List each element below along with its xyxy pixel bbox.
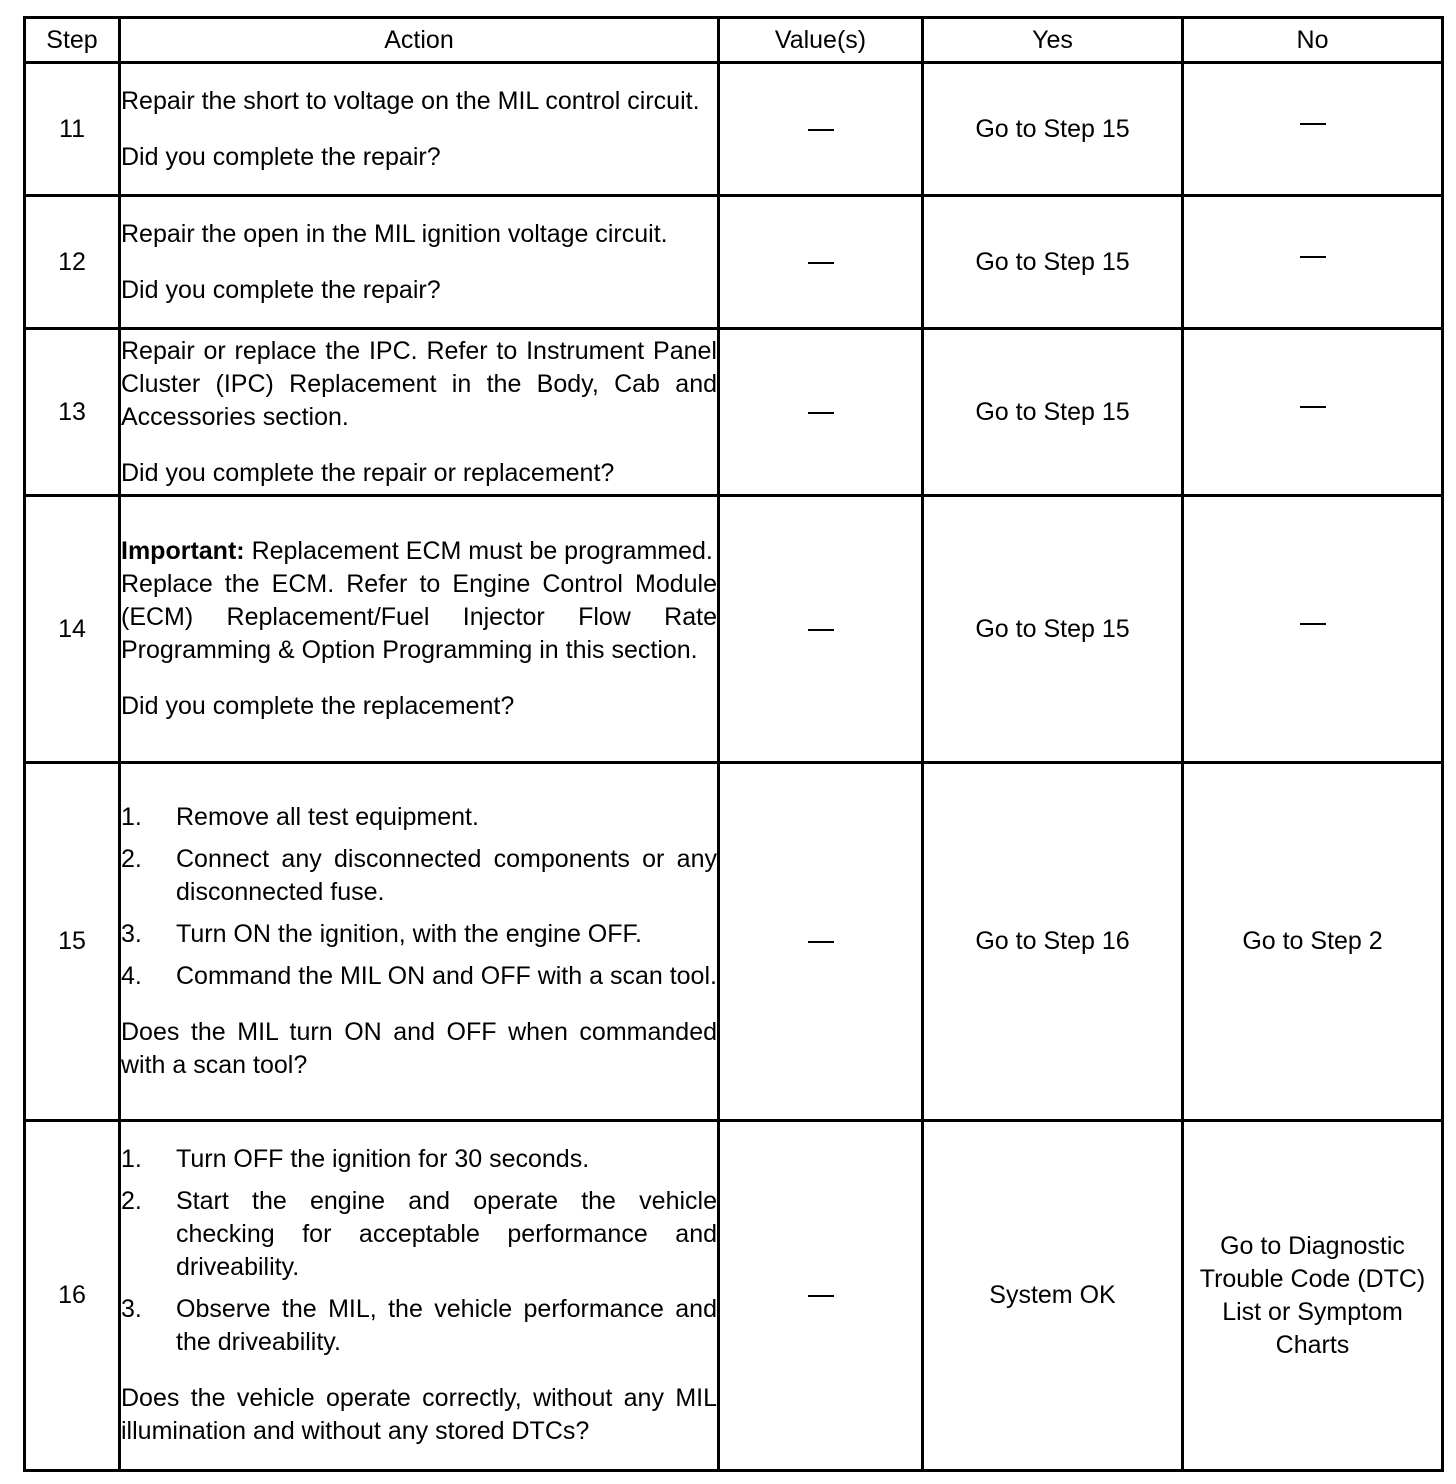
important-label: Important: [121,537,245,565]
action-question: Did you complete the repair or replacement? [121,458,615,487]
action-text: Repair the short to voltage on the MIL control circuit. [121,86,700,115]
action-text: Repair or replace the IPC. Refer to Instrument Panel Cluster (IPC) Replacement in the Body, Cab and Accessories section. [121,336,717,431]
item-text: Turn ON the ignition, with the engine OFF. [176,920,642,948]
no-cell [1183,63,1443,196]
item-number: 3. [121,920,142,948]
table-row-step-16 [25,1121,1443,1471]
action-cell [120,763,719,1121]
action-cell [120,63,719,196]
action-question: Did you complete the repair? [121,275,441,304]
important-note [121,535,717,568]
dash [1300,623,1326,625]
step-number: 14 [25,496,120,763]
header-no: No [1183,18,1443,63]
item-number: 3. [121,1295,142,1323]
list-item [121,918,717,951]
yes-cell: Go to Step 15 [923,63,1183,196]
yes-cell: Go to Step 16 [923,763,1183,1121]
table-row-step-11 [25,63,1443,196]
header-yes: Yes [923,18,1183,63]
table-row-step-13 [25,329,1443,496]
action-cell [120,1121,719,1471]
yes-cell: Go to Step 15 [923,196,1183,329]
step-number: 12 [25,196,120,329]
table-row-step-12 [25,196,1443,329]
item-text: Remove all test equipment. [176,803,479,831]
action-cell [120,196,719,329]
item-number: 1. [121,803,142,831]
table-row-step-15 [25,763,1443,1121]
action-question: Does the vehicle operate correctly, without any MIL illumination and without any stored DTCs? [121,1384,717,1445]
action-text: Replace the ECM. Refer to Engine Control Module (ECM) Replacement/Fuel Injector Flow Rate Programming & Option Programming in this section. [121,570,717,664]
item-number: 2. [121,1187,142,1215]
no-cell [1183,196,1443,329]
dash [808,262,834,264]
action-text: Repair the open in the MIL ignition voltage circuit. [121,219,668,248]
dash [808,129,834,131]
dash [1300,123,1326,125]
action-cell [120,496,719,763]
procedure-list [121,801,717,993]
step-number: 16 [25,1121,120,1471]
dash [808,941,834,943]
action-question: Did you complete the repair? [121,142,441,171]
table-row-step-14 [25,496,1443,763]
item-text: Connect any disconnected components or any disconnected fuse. [176,845,717,906]
yes-cell: Go to Step 15 [923,496,1183,763]
procedure-list [121,1143,717,1359]
action-cell [120,329,719,496]
list-item [121,843,717,909]
item-text: Command the MIL ON and OFF with a scan tool. [176,962,717,990]
important-text: Replacement ECM must be programmed. [251,537,713,565]
values-cell [719,763,923,1121]
item-number: 2. [121,845,142,873]
list-item [121,801,717,834]
step-number: 13 [25,329,120,496]
list-item [121,960,717,993]
header-values: Value(s) [719,18,923,63]
step-number: 11 [25,63,120,196]
values-cell [719,63,923,196]
item-text: Turn OFF the ignition for 30 seconds. [176,1145,590,1173]
dash [808,412,834,414]
no-cell [1183,329,1443,496]
no-cell: Go to Step 2 [1183,763,1443,1121]
item-text: Start the engine and operate the vehicle checking for acceptable performance and driveability. [176,1187,717,1281]
header-row [25,18,1443,63]
no-cell: Go to Diagnostic Trouble Code (DTC) List or Symptom Charts [1183,1121,1443,1471]
values-cell [719,1121,923,1471]
dash [1300,256,1326,258]
diagnostic-table [23,16,1444,1472]
values-cell [719,496,923,763]
action-question: Did you complete the replacement? [121,692,515,720]
dash [1300,406,1326,408]
yes-cell: Go to Step 15 [923,329,1183,496]
item-number: 4. [121,962,142,990]
no-cell [1183,496,1443,763]
list-item [121,1185,717,1284]
step-number: 15 [25,763,120,1121]
values-cell [719,329,923,496]
item-text: Observe the MIL, the vehicle performance and the driveability. [176,1295,717,1356]
list-item [121,1143,717,1176]
yes-cell: System OK [923,1121,1183,1471]
list-item [121,1293,717,1359]
header-step: Step [25,18,120,63]
values-cell [719,196,923,329]
header-action: Action [120,18,719,63]
action-question: Does the MIL turn ON and OFF when commanded with a scan tool? [121,1018,717,1079]
item-number: 1. [121,1145,142,1173]
dash [808,1295,834,1297]
dash [808,629,834,631]
